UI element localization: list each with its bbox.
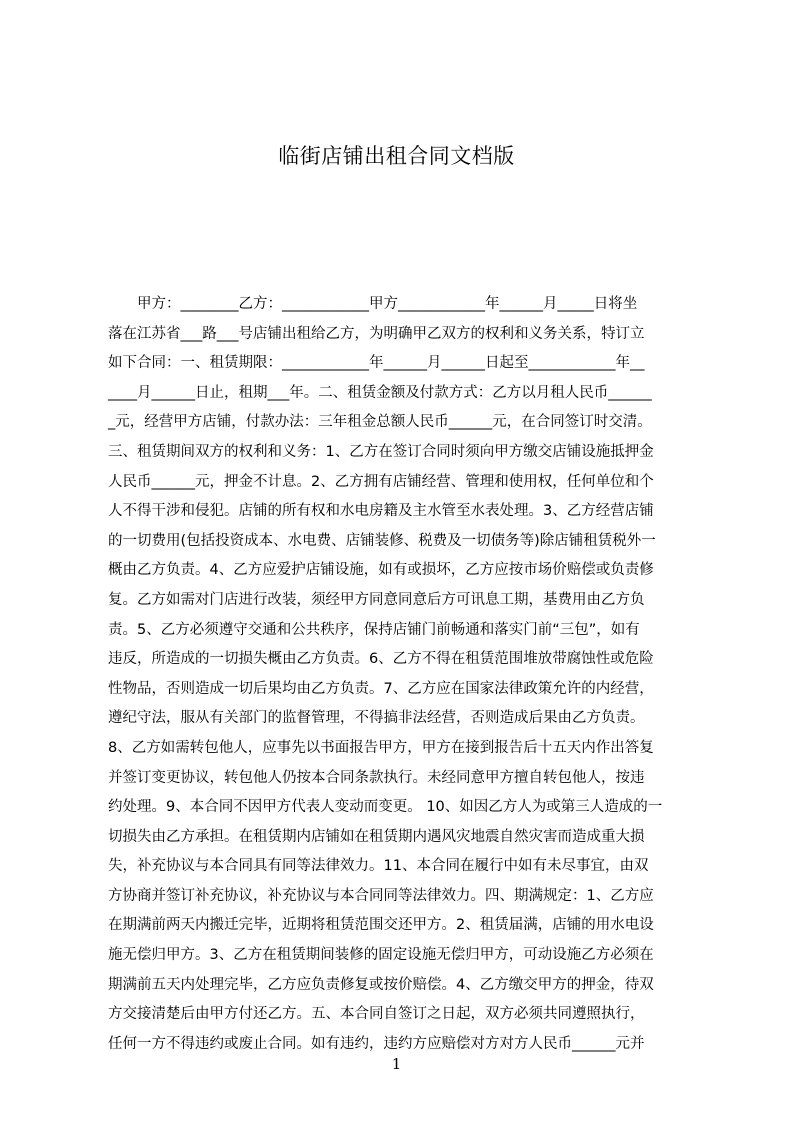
- body-line: 方协商并签订补充协议，补充协议与本合同同等法律效力。四、期满规定：1、乙方应: [108, 887, 654, 904]
- body-line: 失，补充协议与本合同具有同等法律效力。11、本合同在履行中如有未尽事宜，由双: [108, 858, 649, 875]
- body-line: ____月______日止，租期___年。二、租赁金额及付款方式：乙方以月租人民币______: [108, 384, 652, 401]
- document-title: 临街店铺出租合同文档版: [278, 144, 515, 168]
- body-line: 方交接清楚后由甲方付还乙方。五、本合同自签订之日起，双方必须共同遵照执行，: [108, 1006, 645, 1023]
- body-line: 8、乙方如需转包他人，应事先以书面报告甲方，甲方在接到报告后十五天内作出答复: [108, 739, 654, 756]
- body-line: 人不得干涉和侵犯。店铺的所有权和水电房籍及主水管至水表处理。3、乙方经营店铺: [108, 503, 654, 520]
- contract-body: [108, 290, 698, 1052]
- body-line: 责。5、乙方必须遵守交通和公共秩序，保持店铺门前畅通和落实门前“三包”，如有: [108, 621, 640, 638]
- body-line: _元，经营甲方店铺，付款办法：三年租金总额人民币______元，在合同签订时交清。: [108, 414, 652, 431]
- body-line: 违反，所造成的一切损失概由乙方负责。6、乙方不得在租赁范围堆放带腐蚀性或危险: [108, 651, 654, 668]
- body-line: 期满前五天内处理完毕，乙方应负责修复或按价赔偿。4、乙方缴交甲方的押金，待双: [108, 976, 654, 993]
- body-line: 施无偿归甲方。3、乙方在租赁期间装修的固定设施无偿归甲方，可动设施乙方必须在: [108, 947, 654, 964]
- body-line: 的一切费用(包括投资成本、水电费、店铺装修、税费及一切债务等)除店铺租赁税外一: [108, 532, 656, 549]
- body-line: 性物品，否则造成一切后果均由乙方负责。7、乙方应在国家法律政策允许的内经营，: [108, 680, 654, 697]
- body-line: 如下合同：一、租赁期限：____________年______月______日起至____________年__: [108, 355, 645, 372]
- body-line: 人民币______元，押金不计息。2、乙方拥有店铺经营、管理和使用权，任何单位和个: [108, 473, 654, 490]
- body-line: 概由乙方负责。4、乙方应爱护店铺设施，如有或损坏，乙方应按市场价赔偿或负责修: [108, 562, 654, 579]
- body-line: 落在江苏省___路___号店铺出租给乙方，为明确甲乙双方的权利和义务关系，特订立: [108, 325, 645, 342]
- body-line: 遵纪守法，服从有关部门的监督管理，不得搞非法经营，否则造成后果由乙方负责。: [108, 710, 645, 727]
- body-line: 三、租赁期间双方的权利和义务：1、乙方在签订合同时须向甲方缴交店铺设施抵押金: [108, 443, 654, 460]
- body-line: 约处理。9、本合同不因甲方代表人变动而变更。 10、如因乙方人为或第三人造成的一: [108, 799, 663, 816]
- body-line: 甲方：________乙方：____________甲方____________年______月_____日将坐: [108, 296, 638, 312]
- body-line: 在期满前两天内搬迁完毕，近期将租赁范围交还甲方。2、租赁届满，店铺的用水电设: [108, 917, 654, 934]
- body-line: 并签订变更协议，转包他人仍按本合同条款执行。未经同意甲方擅自转包他人，按违: [108, 769, 645, 786]
- body-line: 复。乙方如需对门店进行改装，须经甲方同意同意后方可讯息工期，基费用由乙方负: [108, 591, 645, 608]
- page-number: 1: [391, 1055, 402, 1073]
- body-line: 任何一方不得违约或废止合同。如有违约，违约方应赔偿对方对方人民币______元并: [108, 1035, 645, 1052]
- body-line: 切损失由乙方承担。在租赁期内店铺如在租赁期内遇风灾地震自然灾害而造成重大损: [108, 828, 645, 845]
